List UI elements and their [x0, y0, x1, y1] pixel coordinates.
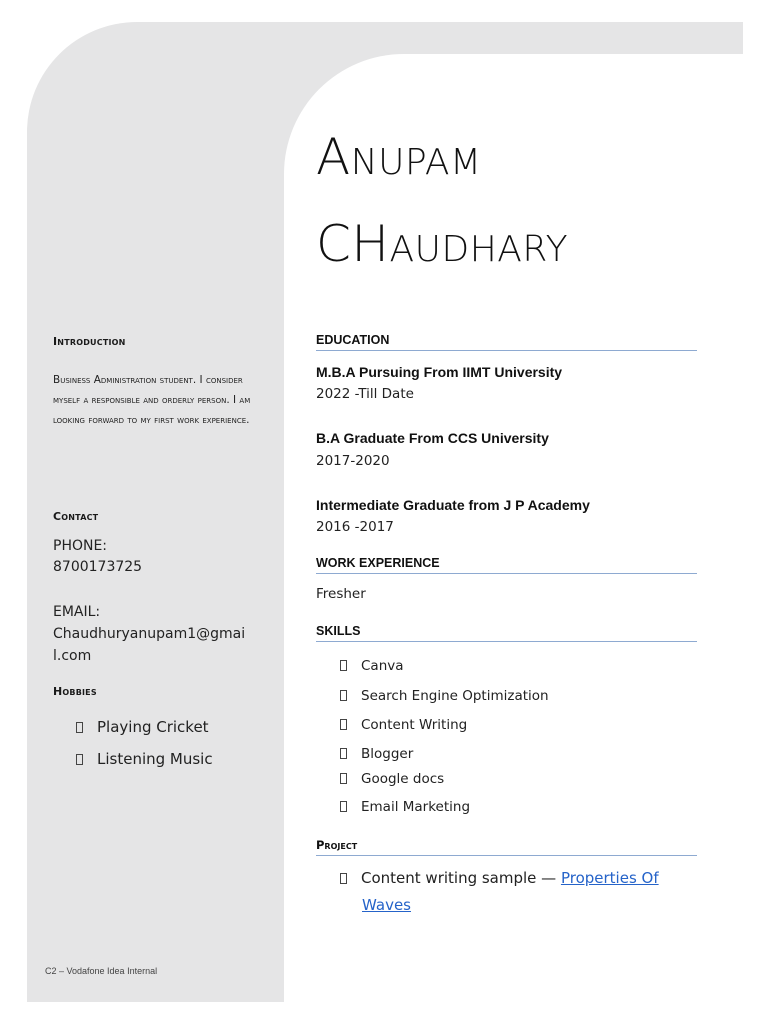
skill-item: Search Engine Optimization [340, 688, 549, 704]
education-heading: EDUCATION [316, 333, 697, 351]
bullet-box-icon [340, 660, 347, 671]
classification-footer: C2 – Vodafone Idea Internal [45, 966, 158, 976]
phone-label: PHONE: [53, 538, 108, 554]
skill-item: Blogger [340, 746, 413, 762]
skill-item: Email Marketing [340, 799, 470, 815]
email-label: EMAIL: [53, 604, 101, 620]
education-date: 2022 -Till Date [316, 386, 414, 402]
project-item-continued [362, 896, 411, 914]
skills-heading: SKILLS [316, 624, 697, 642]
last-name: CHAUDHARY [316, 215, 569, 273]
skill-item: Canva [340, 658, 404, 674]
project-item [340, 869, 659, 887]
education-date: 2016 -2017 [316, 519, 394, 535]
bullet-box-icon [76, 754, 83, 765]
hobby-item: Listening Music [76, 750, 213, 768]
education-title: M.B.A Pursuing From IIMT University [316, 364, 563, 380]
skill-item: Content Writing [340, 717, 467, 733]
intro-text: Business Administration student. I consider myself a responsible and orderly person. I am looking forward to my first work experience. [53, 374, 251, 426]
project-link-continued[interactable]: Waves [362, 896, 411, 914]
first-name: ANUPAM [316, 128, 482, 186]
bullet-box-icon [340, 748, 347, 759]
contact-heading: Contact [53, 510, 99, 523]
email-value-line2: l.com [53, 648, 92, 664]
bullet-box-icon [340, 873, 347, 884]
skill-item: Google docs [340, 771, 444, 787]
bullet-box-icon [340, 801, 347, 812]
project-link[interactable]: Properties Of [560, 869, 659, 887]
intro-heading: Introduction [53, 335, 126, 348]
bullet-box-icon [340, 690, 347, 701]
work-experience-text: Fresher [316, 586, 366, 602]
bullet-box-icon [340, 773, 347, 784]
work-experience-heading: WORK EXPERIENCE [316, 556, 697, 574]
page-bottom-margin [27, 1002, 768, 1024]
bullet-box-icon [340, 719, 347, 730]
bullet-box-icon [76, 722, 83, 733]
email-value-line1: Chaudhuryanupam1@gmai [53, 626, 246, 642]
phone-value: 8700173725 [53, 559, 143, 575]
education-title: B.A Graduate From CCS University [316, 430, 549, 446]
project-prefix: Content writing sample — [361, 869, 561, 887]
hobby-item: Playing Cricket [76, 718, 209, 736]
project-heading: Project [316, 838, 697, 856]
education-title: Intermediate Graduate from J P Academy [316, 497, 590, 513]
hobbies-heading: Hobbies [53, 685, 97, 698]
education-date: 2017-2020 [316, 453, 390, 469]
